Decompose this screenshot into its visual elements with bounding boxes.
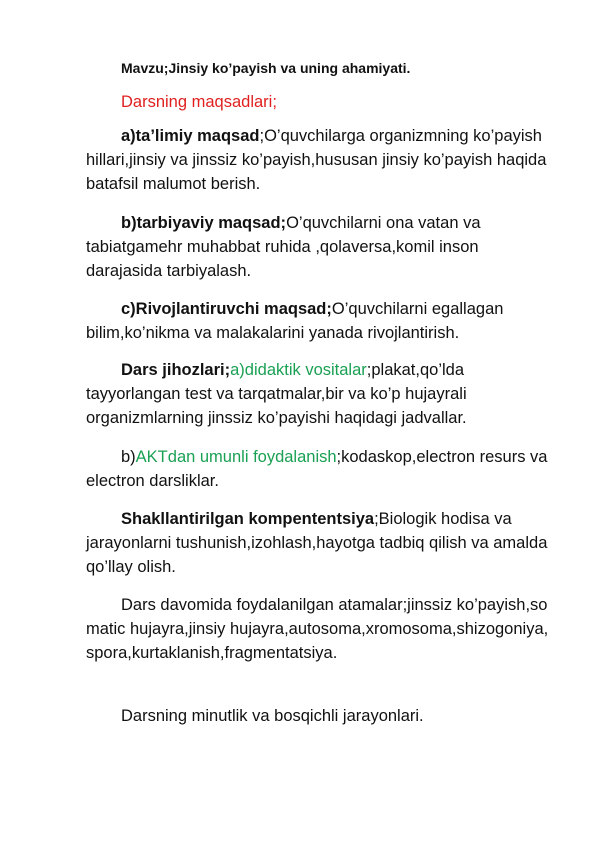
lesson-title: Mavzu;Jinsiy ko’payish va uning ahamiyati. [121, 60, 411, 76]
ict-text: ;kodaskop,electron resurs va electron darsliklar. [86, 448, 548, 490]
ict-usage [86, 445, 556, 493]
educational-objective [86, 124, 556, 196]
lesson-stages: Darsning minutlik va bosqichli jarayonlari. [121, 707, 424, 725]
equipment-text: ;plakat,qo’lda tayyorlangan test va tarqatmalar,bir va ko’p hujayrali organizmlarning jinssiz ko’payishi haqidagi jadvallar. [86, 361, 467, 427]
educational-objective-text: ;O’quvchilarga organizmning ko’payish hillari,jinsiy va jinssiz ko’payish,hususan jinsiy ko’payish haqida batafsil malumot berish. [86, 127, 547, 193]
educational-objective-label: a)ta’limiy maqsad [121, 127, 260, 145]
competency-label: Shakllantirilgan kompententsiya [121, 510, 375, 528]
competency-text: ;Biologik hodisa va jarayonlarni tushunish,izohlash,hayotga tadbiq qilish va amalda qo’llay olish. [86, 510, 548, 576]
equipment-label: Dars jihozlari; [121, 361, 231, 379]
developmental-objective-label: c)Rivojlantiruvchi maqsad; [121, 300, 332, 318]
didactic-tools-label: a)didaktik vositalar [230, 361, 367, 379]
ict-label: AKTdan umunli foydalanish [135, 448, 337, 466]
upbringing-objective-text: O’quvchilarni ona vatan va tabiatgamehr muhabbat ruhida ,qolaversa,komil inson darajasida tarbiyalash. [86, 214, 481, 280]
developmental-objective [86, 297, 556, 345]
lesson-equipment [86, 358, 556, 430]
ict-prefix: b) [121, 448, 136, 466]
upbringing-objective-label: b)tarbiyaviy maqsad; [121, 214, 287, 232]
competency-section [86, 507, 556, 579]
terms-section: Dars davomida foydalanilgan atamalar;jinssiz ko’payish,somatic hujayra,jinsiy hujayra,autosoma,xromosoma,shizogoniya,spora,kurtaklanish,fragmentatsiya. [86, 596, 549, 662]
objectives-heading: Darsning maqsadlari; [121, 93, 277, 111]
developmental-objective-text: O’quvchilarni egallagan bilim,ko’nikma va malakalarini yanada rivojlantirish. [86, 300, 504, 342]
upbringing-objective [86, 211, 556, 283]
